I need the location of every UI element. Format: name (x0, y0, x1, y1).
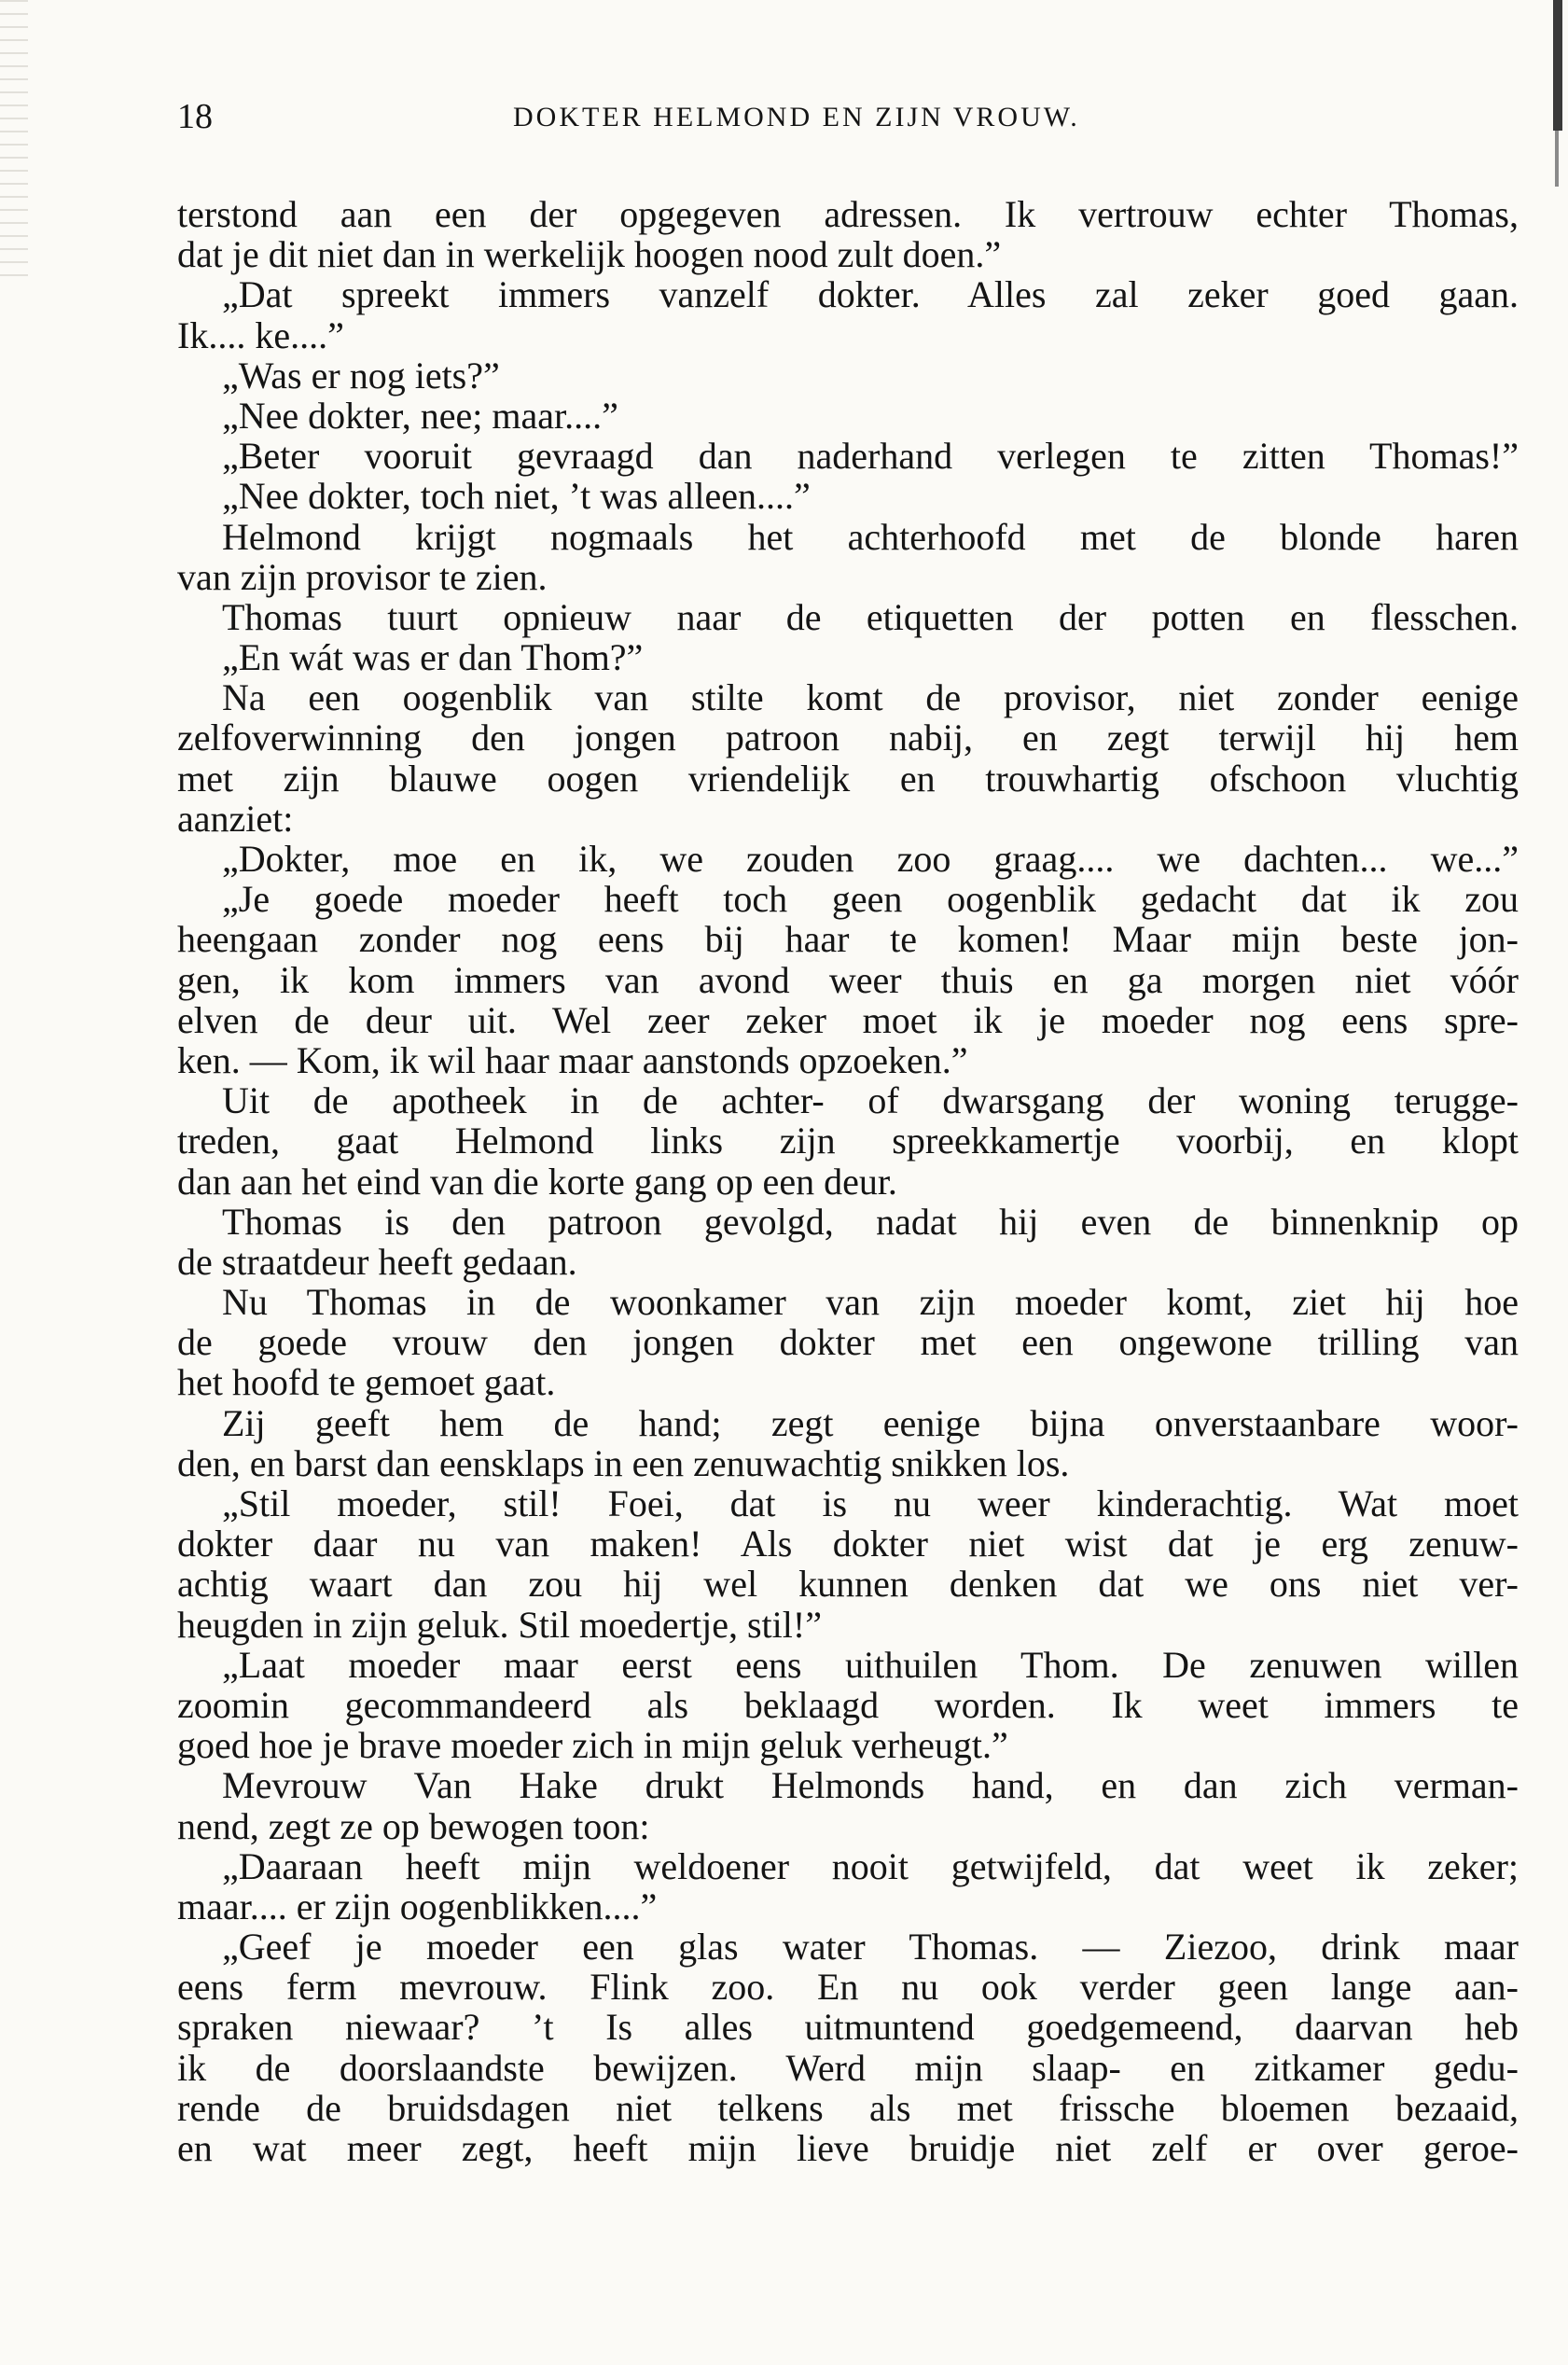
page-number: 18 (177, 97, 213, 136)
text-line: maar.... er zijn oogenblikken....” (177, 1885, 658, 1927)
text-line: spraken niewaar? ’t Is alles uitmuntend goedgemeend, daarvan heb (177, 2006, 1519, 2049)
text-line: en wat meer zegt, heeft mijn lieve bruidje niet zelf er over geroe- (177, 2127, 1519, 2169)
text-line: heugden in zijn geluk. Stil moedertje, stil!” (177, 1603, 822, 1646)
text-line: ken. — Kom, ik wil haar maar aanstonds opzoeken.” (177, 1038, 968, 1081)
text-line: Helmond krijgt nogmaals het achterhoofd met de blonde haren (222, 515, 1519, 558)
text-line: Nu Thomas in de woonkamer van zijn moeder komt, ziet hij hoe (222, 1281, 1519, 1324)
text-line: „Was er nog iets?” (222, 354, 500, 396)
text-line: „Nee dokter, toch niet, ’t was alleen....” (222, 475, 811, 518)
text-line: Mevrouw Van Hake drukt Helmonds hand, en dan zich verman- (222, 1764, 1519, 1807)
text-line: rende de bruidsdagen niet telkens als met frissche bloemen bezaaid, (177, 2086, 1519, 2129)
body-text (177, 194, 1519, 2168)
text-line: dokter daar nu van maken! Als dokter niet wist dat je erg zenuw- (177, 1523, 1519, 1565)
text-line: Uit de apotheek in de achter- of dwarsgang der woning terugge- (222, 1079, 1519, 1122)
text-line: achtig waart dan zou hij wel kunnen denken dat we ons niet ver- (177, 1563, 1519, 1606)
left-margin-specks (0, 0, 28, 280)
text-line: Na een oogenblik van stilte komt de provisor, niet zonder eenige (222, 676, 1519, 719)
text-line: elven de deur uit. Wel zeer zeker moet ik je moeder nog eens spre- (177, 998, 1519, 1041)
text-line: „En wát was er dan Thom?” (222, 636, 644, 679)
text-line: Thomas tuurt opnieuw naar de etiquetten der potten en flesschen. (222, 595, 1519, 638)
text-line: aanziet: (177, 797, 294, 840)
text-line: „Je goede moeder heeft toch geen oogenblik gedacht dat ik zou (222, 878, 1519, 921)
text-line: zoomin gecommandeerd als beklaagd worden. Ik weet immers te (177, 1683, 1519, 1726)
text-line: nend, zegt ze op bewogen toon: (177, 1804, 650, 1847)
text-line: Zij geeft hem de hand; zegt eenige bijna onverstaanbare woor- (222, 1401, 1519, 1444)
text-line: goed hoe je brave moeder zich in mijn geluk verheugt.” (177, 1724, 1008, 1767)
text-line: heengaan zonder nog eens bij haar te komen! Maar mijn beste jon- (177, 918, 1519, 961)
text-line: het hoofd te gemoet gaat. (177, 1361, 556, 1404)
text-line: „Dat spreekt immers vanzelf dokter. Alles zal zeker goed gaan. (222, 273, 1519, 316)
text-line: „Nee dokter, nee; maar....” (222, 394, 618, 437)
text-line: dat je dit niet dan in werkelijk hoogen nood zult doen.” (177, 233, 1002, 276)
text-line: gen, ik kom immers van avond weer thuis en ga morgen niet vóór (177, 958, 1519, 1001)
text-line: van zijn provisor te zien. (177, 555, 548, 598)
page-header (177, 93, 1390, 140)
text-line: den, en barst dan eensklaps in een zenuwachtig snikken los. (177, 1441, 1070, 1484)
text-line: de straatdeur heeft gedaan. (177, 1240, 577, 1283)
text-line: dan aan het eind van die korte gang op een deur. (177, 1160, 897, 1203)
text-line: „Beter vooruit gevraagd dan naderhand verlegen te zitten Thomas!” (222, 435, 1519, 478)
text-line: „Daaraan heeft mijn weldoener nooit getwijfeld, dat weet ik zeker; (222, 1844, 1519, 1887)
text-line: „Dokter, moe en ik, we zouden zoo graag.... we dachten... we...” (222, 838, 1519, 880)
text-line: treden, gaat Helmond links zijn spreekkamertje voorbij, en klopt (177, 1120, 1519, 1162)
running-title: DOKTER HELMOND EN ZIJN VROUW. (513, 102, 1080, 132)
text-line: zelfoverwinning den jongen patroon nabij, en zegt terwijl hij hem (177, 716, 1519, 759)
page-edge-mark-lower (1555, 131, 1559, 187)
text-line: ik de doorslaandste bewijzen. Werd mijn slaap- en zitkamer gedu- (177, 2046, 1519, 2089)
text-line: Ik.... ke....” (177, 313, 344, 356)
text-line: „Geef je moeder een glas water Thomas. — Ziezoo, drink maar (222, 1926, 1519, 1969)
text-line: de goede vrouw den jongen dokter met een ongewone trilling van (177, 1321, 1519, 1364)
text-line: met zijn blauwe oogen vriendelijk en trouwhartig ofschoon vluchtig (177, 757, 1519, 800)
text-line: „Stil moeder, stil! Foei, dat is nu weer kinderachtig. Wat moet (222, 1482, 1519, 1524)
text-line: eens ferm mevrouw. Flink zoo. En nu ook verder geen lange aan- (177, 1966, 1519, 2009)
text-line: terstond aan een der opgegeven adressen. Ik vertrouw echter Thomas, (177, 193, 1519, 235)
text-line: „Laat moeder maar eerst eens uithuilen Thom. De zenuwen willen (222, 1643, 1519, 1686)
page-edge-mark (1553, 0, 1562, 131)
text-line: Thomas is den patroon gevolgd, nadat hij even de binnenknip op (222, 1200, 1519, 1243)
